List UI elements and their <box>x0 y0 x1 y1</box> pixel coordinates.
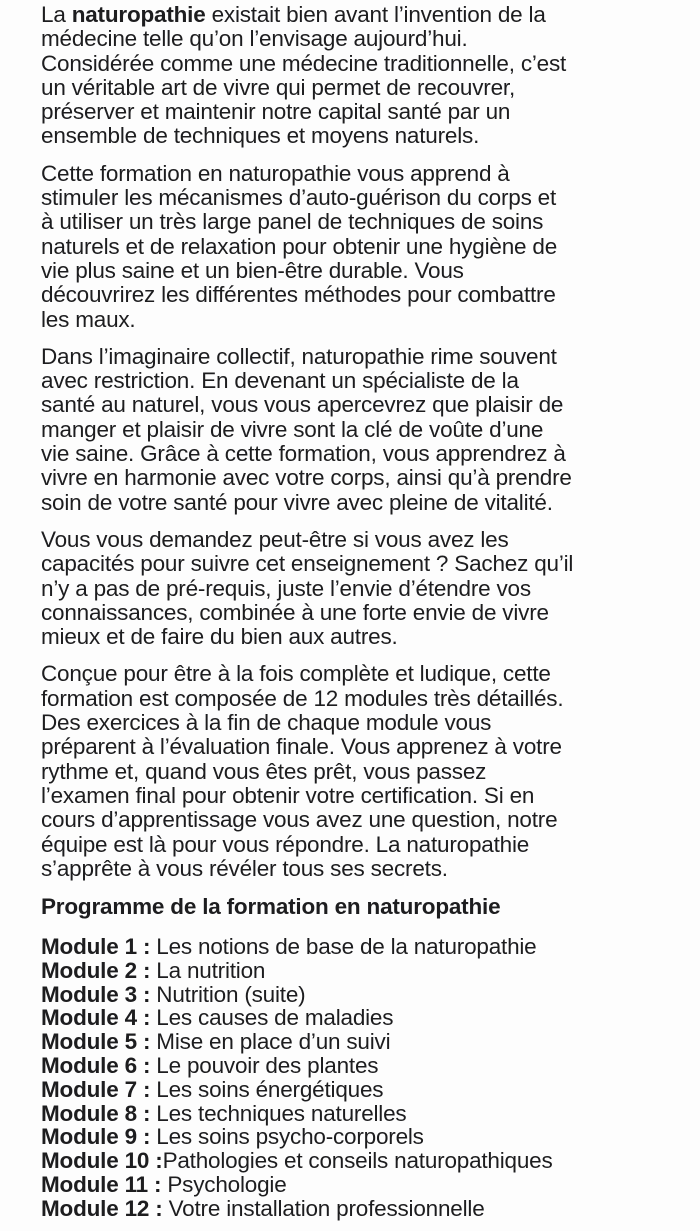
module-title: Pathologies et conseils naturopathiques <box>162 1148 553 1174</box>
paragraph-line: Considérée comme une médecine traditionnelle, c’est <box>41 50 567 76</box>
module-label: Module 1 : <box>41 934 151 959</box>
module-item <box>41 935 553 959</box>
module-label: Module 8 : <box>41 1100 151 1126</box>
paragraph-line: les maux. <box>41 306 136 332</box>
paragraph-line: connaissances, combinée à une forte envie de vivre <box>41 599 549 625</box>
module-item <box>41 1173 553 1197</box>
text-segment: La <box>41 2 72 27</box>
paragraph-line: médecine telle qu’on l’envisage aujourd’hui. <box>41 26 468 52</box>
module-title: Les techniques naturelles <box>150 1100 407 1126</box>
module-label: Module 10 : <box>41 1148 163 1174</box>
paragraph <box>41 345 573 515</box>
paragraph-line: l’examen final pour obtenir votre certification. Si en <box>41 782 535 808</box>
paragraph-line: cours d’apprentissage vous avez une question, notre <box>41 807 558 833</box>
bold-term: naturopathie <box>71 2 206 27</box>
module-title: Les causes de maladies <box>150 1005 394 1031</box>
module-title: Les soins énergétiques <box>150 1076 384 1102</box>
paragraph-line: formation est composée de 12 modules très détaillés. <box>41 685 564 711</box>
module-item <box>41 1197 553 1221</box>
paragraph-line: capacités pour suivre cet enseignement ? Sachez qu’il <box>41 551 574 577</box>
paragraph <box>41 662 573 881</box>
paragraph-line: soin de votre santé pour vivre avec pleine de vitalité. <box>41 489 553 515</box>
paragraph-line: Des exercices à la fin de chaque module vous <box>41 710 492 736</box>
module-item <box>41 959 553 983</box>
module-label: Module 2 : <box>41 957 151 983</box>
module-item <box>41 1006 553 1030</box>
paragraph-line: Conçue pour être à la fois complète et ludique, cette <box>41 661 551 687</box>
module-item <box>41 983 553 1007</box>
section-heading: Programme de la formation en naturopathie <box>41 894 501 920</box>
paragraph-line: manger et plaisir de vivre sont la clé de voûte d’une <box>41 416 544 442</box>
paragraph-line: santé au naturel, vous vous apercevrez que plaisir de <box>41 392 564 418</box>
paragraph-line: avec restriction. En devenant un spécialiste de la <box>41 368 519 394</box>
module-label: Module 4 : <box>41 1005 151 1031</box>
module-item <box>41 1102 553 1126</box>
paragraph <box>41 162 573 332</box>
paragraph-line: équipe est là pour vous répondre. La naturopathie <box>41 831 530 857</box>
paragraph-line: s’apprête à vous révéler tous ses secrets. <box>41 855 448 881</box>
module-label: Module 5 : <box>41 1029 151 1055</box>
paragraph-line: à utiliser un très large panel de techniques de soins <box>41 209 544 235</box>
module-title: Mise en place d’un suivi <box>150 1029 391 1055</box>
module-label: Module 9 : <box>41 1124 151 1150</box>
module-label: Module 3 : <box>41 981 151 1007</box>
paragraph-line: préserver et maintenir notre capital santé par un <box>41 99 511 125</box>
paragraph-line: n’y a pas de pré-requis, juste l’envie d’étendre vos <box>41 575 531 601</box>
paragraph-line: vivre en harmonie avec votre corps, ainsi qu’à prendre <box>41 465 572 491</box>
module-item <box>41 1030 553 1054</box>
paragraph-line: rythme et, quand vous êtes prêt, vous passez <box>41 758 487 784</box>
module-list <box>41 935 553 1221</box>
paragraph-line: un véritable art de vivre qui permet de recouvrer, <box>41 74 515 100</box>
paragraph-line: stimuler les mécanismes d’auto-guérison du corps et <box>41 185 557 211</box>
module-label: Module 11 : <box>41 1171 162 1197</box>
module-title: Le pouvoir des plantes <box>150 1052 379 1078</box>
paragraph-line: découvrirez les différentes méthodes pour combattre <box>41 282 556 308</box>
paragraph-line: Dans l’imaginaire collectif, naturopathie rime souvent <box>41 343 557 369</box>
module-title: Nutrition (suite) <box>150 981 306 1007</box>
module-item <box>41 1054 553 1078</box>
module-title: Votre installation professionnelle <box>162 1195 485 1221</box>
module-item <box>41 1125 553 1149</box>
module-label: Module 12 : <box>41 1195 163 1221</box>
module-label: Module 6 : <box>41 1052 151 1078</box>
paragraph <box>41 528 573 649</box>
module-item <box>41 1078 553 1102</box>
paragraph <box>41 3 573 149</box>
paragraph-line <box>41 3 573 27</box>
paragraph-line: vie plus saine et un bien-être durable. Vous <box>41 257 464 283</box>
paragraph-line: préparent à l’évaluation finale. Vous apprenez à votre <box>41 734 562 760</box>
text-segment: existait bien avant l’invention de la <box>205 2 546 27</box>
article-body <box>41 3 573 920</box>
module-title: La nutrition <box>150 957 266 983</box>
paragraph-line: Vous vous demandez peut-être si vous avez les <box>41 526 509 552</box>
paragraph-line: ensemble de techniques et moyens naturels. <box>41 123 480 149</box>
module-title: Les soins psycho-corporels <box>150 1124 424 1150</box>
module-title: Psychologie <box>161 1171 287 1197</box>
paragraph-line: naturels et de relaxation pour obtenir une hygiène de <box>41 233 558 259</box>
module-label: Module 7 : <box>41 1076 151 1102</box>
module-item <box>41 1149 553 1173</box>
paragraph-line: mieux et de faire du bien aux autres. <box>41 624 398 650</box>
paragraph-line: vie saine. Grâce à cette formation, vous apprendrez à <box>41 441 566 467</box>
paragraph-line: Cette formation en naturopathie vous apprend à <box>41 160 510 186</box>
module-title: Les notions de base de la naturopathie <box>150 934 537 959</box>
